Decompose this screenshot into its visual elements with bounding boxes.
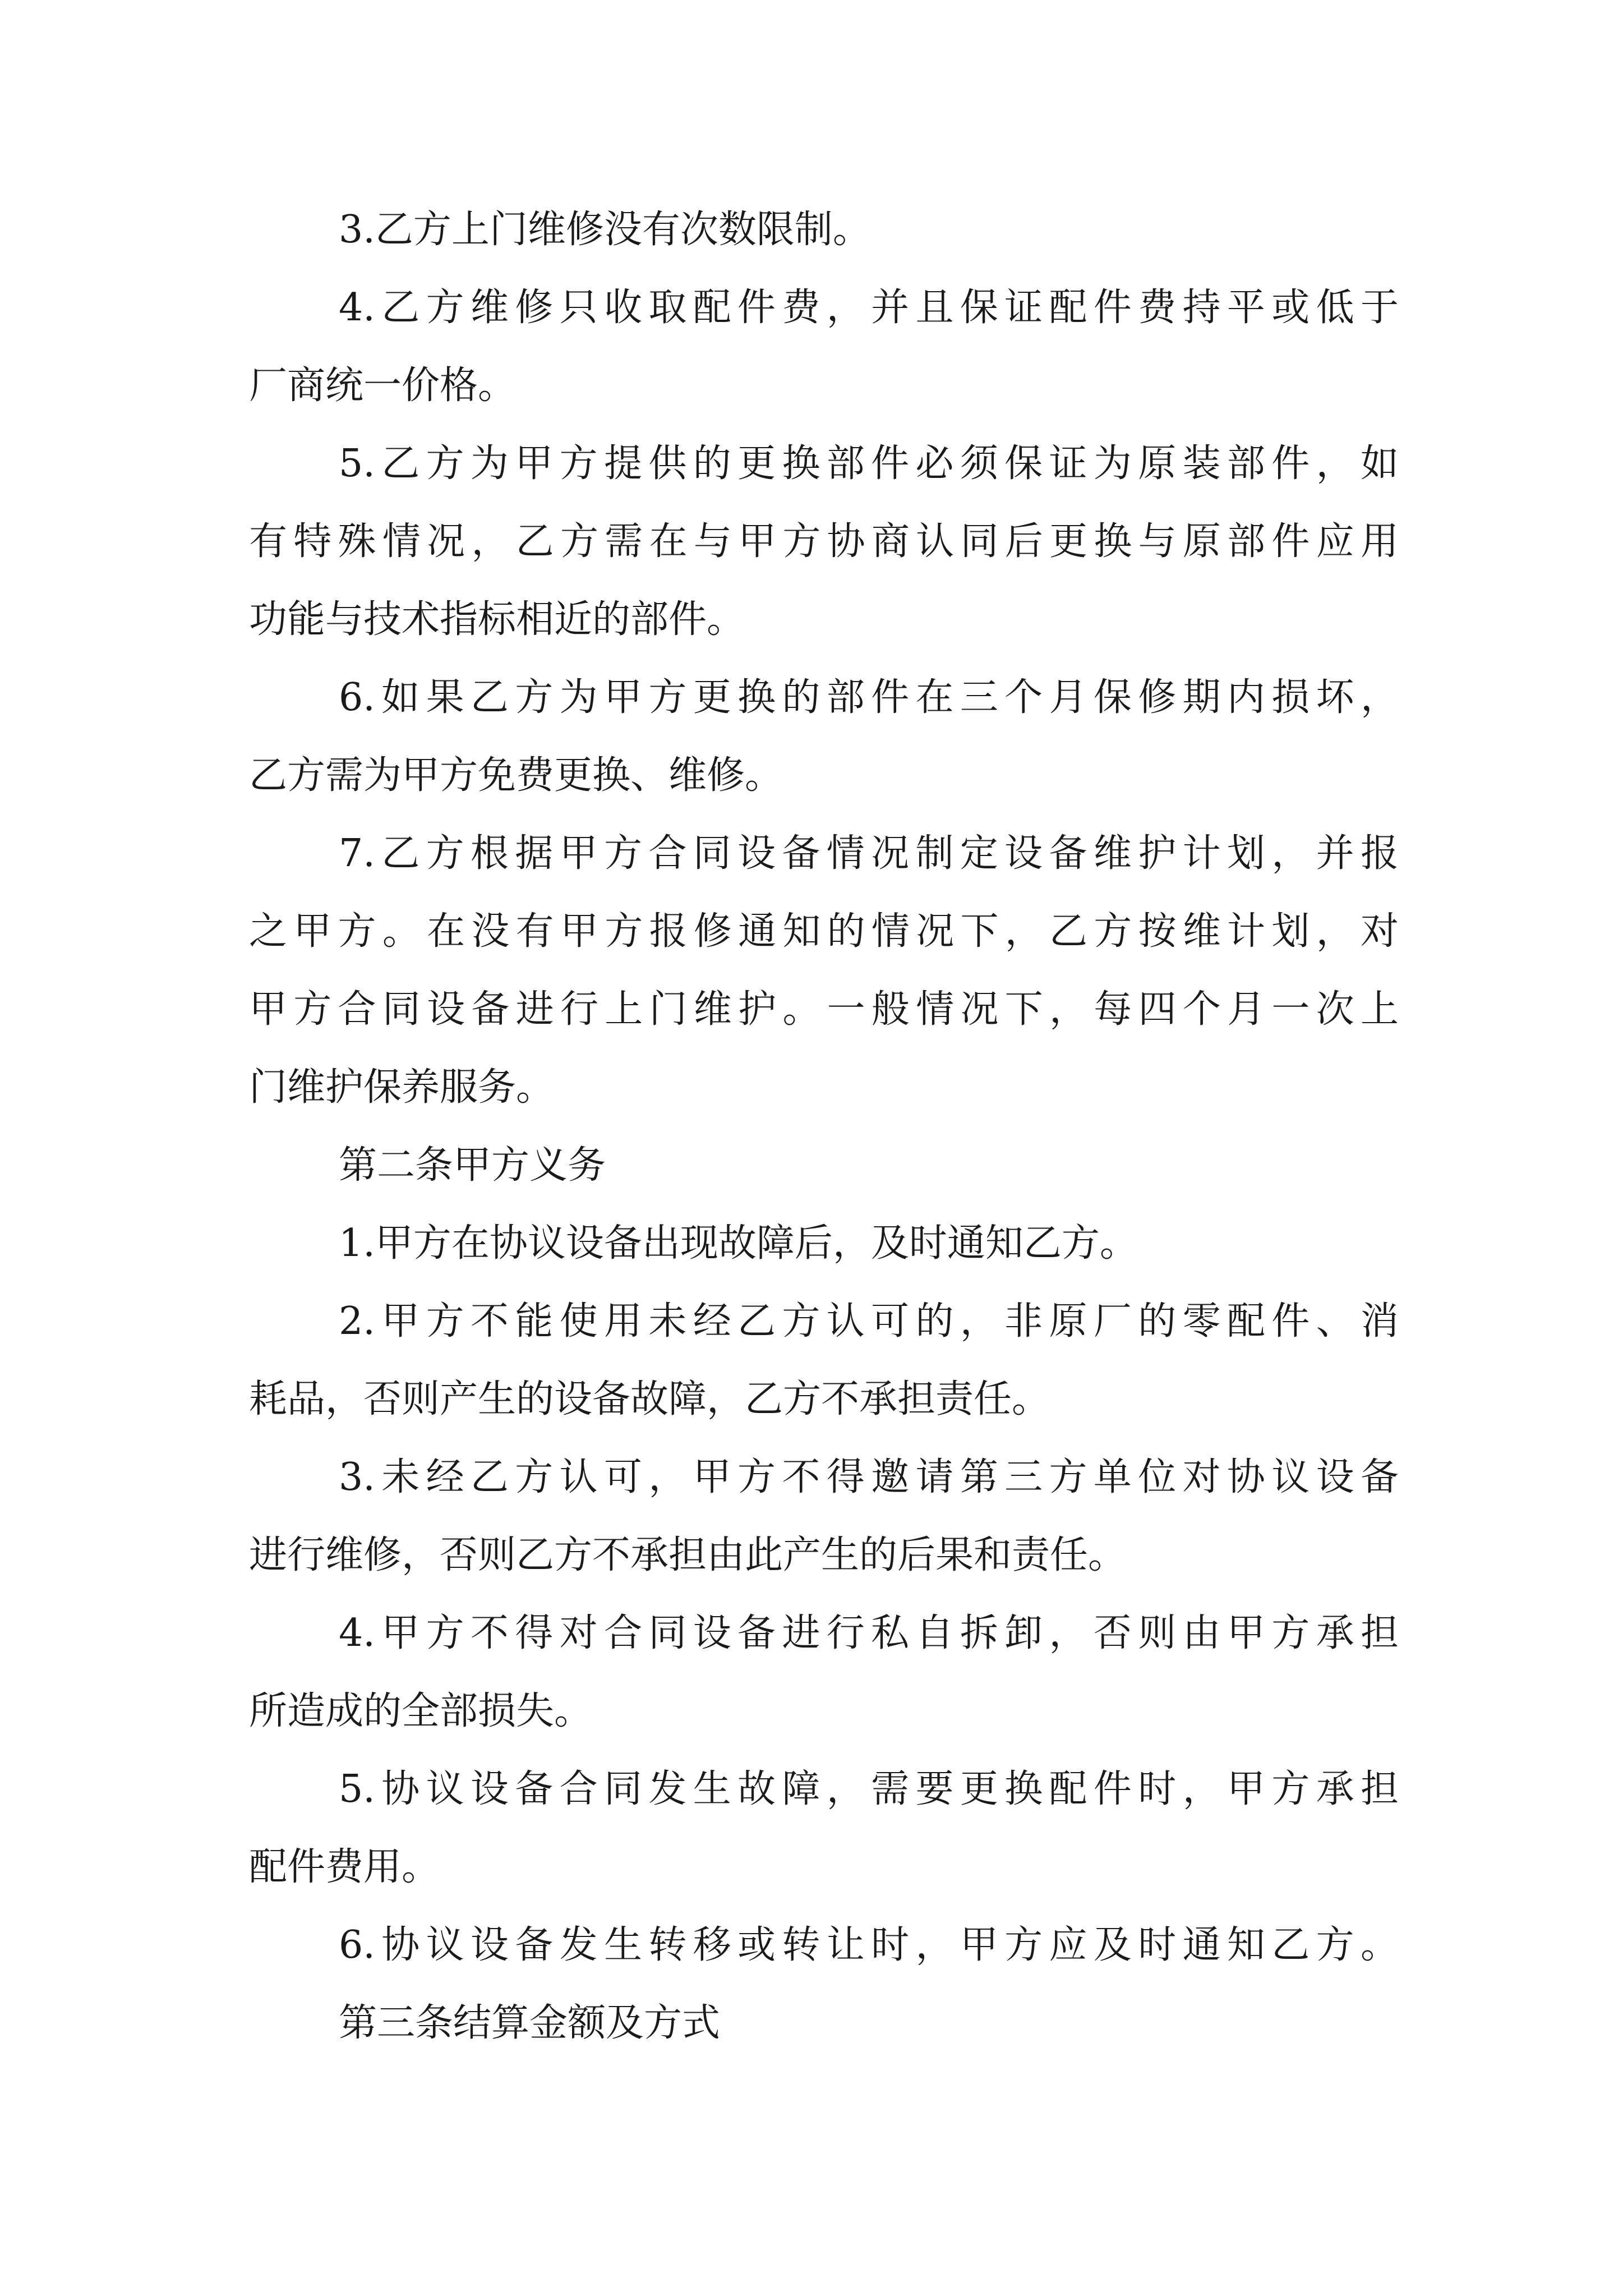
paragraph-line: 4.甲方不得对合同设备进行私自拆卸，否则由甲方承担 <box>339 1611 1399 1655</box>
paragraph-line: 所造成的全部损失。 <box>249 1689 593 1733</box>
paragraph-line: 进行维修，否则乙方不承担由此产生的后果和责任。 <box>249 1533 1127 1577</box>
paragraph-line: 3.未经乙方认可，甲方不得邀请第三方单位对协议设备 <box>339 1455 1399 1499</box>
paragraph-line: 6.如果乙方为甲方更换的部件在三个月保修期内损坏， <box>339 675 1399 720</box>
paragraph-line: 功能与技术指标相近的部件。 <box>249 597 745 642</box>
paragraph-line: 甲方合同设备进行上门维护。一般情况下，每四个月一次上 <box>249 987 1399 1032</box>
paragraph-line: 4.乙方维修只收取配件费，并且保证配件费持平或低于 <box>339 286 1399 330</box>
paragraph-line: 1.甲方在协议设备出现故障后，及时通知乙方。 <box>339 1221 1138 1266</box>
paragraph-line: 配件费用。 <box>249 1845 440 1889</box>
paragraph-line: 厂商统一价格。 <box>249 364 517 408</box>
paragraph-line: 之甲方。在没有甲方报修通知的情况下，乙方按维计划，对 <box>249 909 1399 954</box>
paragraph-line: 5.乙方为甲方提供的更换部件必须保证为原装部件，如 <box>339 441 1399 486</box>
paragraph-line: 耗品，否则产生的设备故障，乙方不承担责任。 <box>249 1377 1050 1421</box>
document-body <box>249 191 1399 2062</box>
paragraph-line: 有特殊情况，乙方需在与甲方协商认同后更换与原部件应用 <box>249 519 1399 564</box>
paragraph-line: 6.协议设备发生转移或转让时，甲方应及时通知乙方。 <box>339 1923 1399 1967</box>
section-heading: 第三条结算金额及方式 <box>339 2001 721 2045</box>
paragraph-line: 2.甲方不能使用未经乙方认可的，非原厂的零配件、消 <box>339 1299 1399 1343</box>
paragraph-line: 3.乙方上门维修没有次数限制。 <box>339 208 871 252</box>
paragraph-line: 5.协议设备合同发生故障，需要更换配件时，甲方承担 <box>339 1767 1399 1811</box>
paragraph-line: 7.乙方根据甲方合同设备情况制定设备维护计划，并报 <box>339 831 1399 876</box>
paragraph-line: 门维护保养服务。 <box>249 1065 555 1110</box>
paragraph-line: 乙方需为甲方免费更换、维修。 <box>249 753 783 798</box>
section-heading: 第二条甲方义务 <box>339 1143 606 1188</box>
